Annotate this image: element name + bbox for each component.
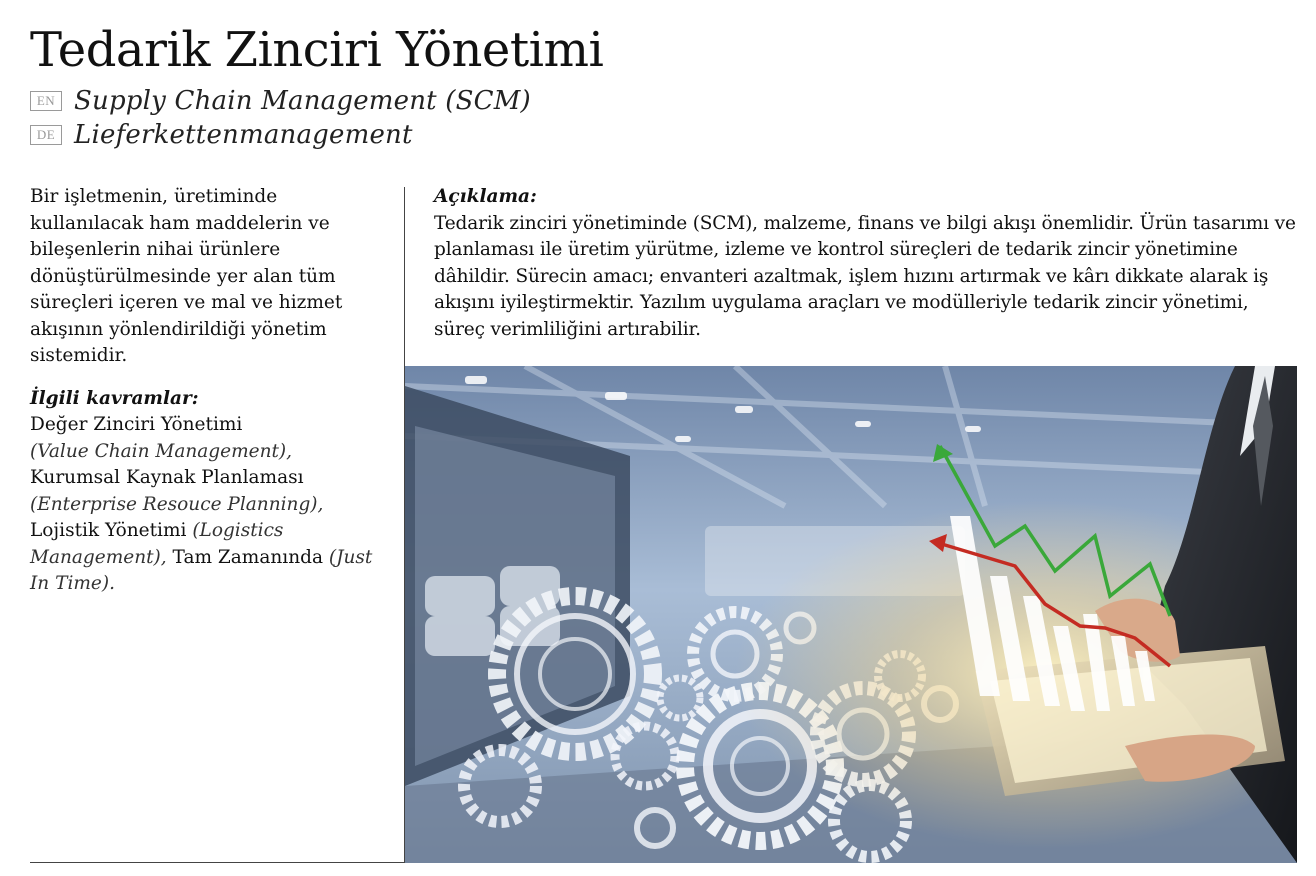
related-term-english: (Just In Time). (30, 546, 373, 594)
left-column (30, 184, 392, 598)
translation-de (30, 120, 413, 150)
supply-chain-photo (405, 366, 1297, 863)
bottom-rule (30, 862, 405, 863)
related-term-english: (Enterprise Resouce Planning), (30, 493, 324, 515)
definition-text: Bir işletmenin, üretiminde kullanılacak ham maddelerin ve bileşenlerin nihai ürünlere dönüştürülmesinde yer alan tüm süreçleri içeren ve mal ve hizmet akışının yönlendirildiği yönetim sistemidir. (30, 186, 343, 366)
right-column (434, 184, 1296, 343)
related-term-english: (Logistics Management), (30, 520, 284, 568)
warehouse-gears-illustration (405, 366, 1297, 863)
related-term-english: (Value Chain Management), (30, 440, 293, 462)
related-term: Lojistik Yönetimi (30, 520, 187, 541)
translation-en (30, 86, 531, 116)
page-title: Tedarik Zinciri Yönetimi (30, 22, 604, 78)
german-term: Lieferkettenmanagement (74, 120, 413, 150)
related-concepts-heading: İlgili kavramlar: (30, 387, 199, 409)
explanation-heading: Açıklama: (434, 186, 537, 207)
related-concepts-list (30, 412, 392, 598)
language-code-badge: EN (30, 91, 62, 111)
related-term: Tam Zamanında (172, 546, 323, 568)
explanation-text: Tedarik zinciri yönetiminde (SCM), malzeme, finans ve bilgi akışı önemlidir. Ürün tasarımı ve planlaması ile üretim yürütme, izleme ve kontrol süreçleri de tedarik zincir yönetimine dâhildir. Sürecin amacı; envanteri azaltmak, işlem hızını artırmak ve kârı dikkate alarak iş akışını iyileştirmektir. Yazılım uygulama araçları ve modülleriyle tedarik zincir yönetimi, süreç verimliliğini artırabilir. (434, 212, 1296, 340)
related-term: Değer Zinciri Yönetimi (30, 414, 243, 435)
related-term: Kurumsal Kaynak Planlaması (30, 467, 304, 488)
english-term: Supply Chain Management (SCM) (74, 86, 531, 116)
language-code-badge: DE (30, 125, 62, 145)
